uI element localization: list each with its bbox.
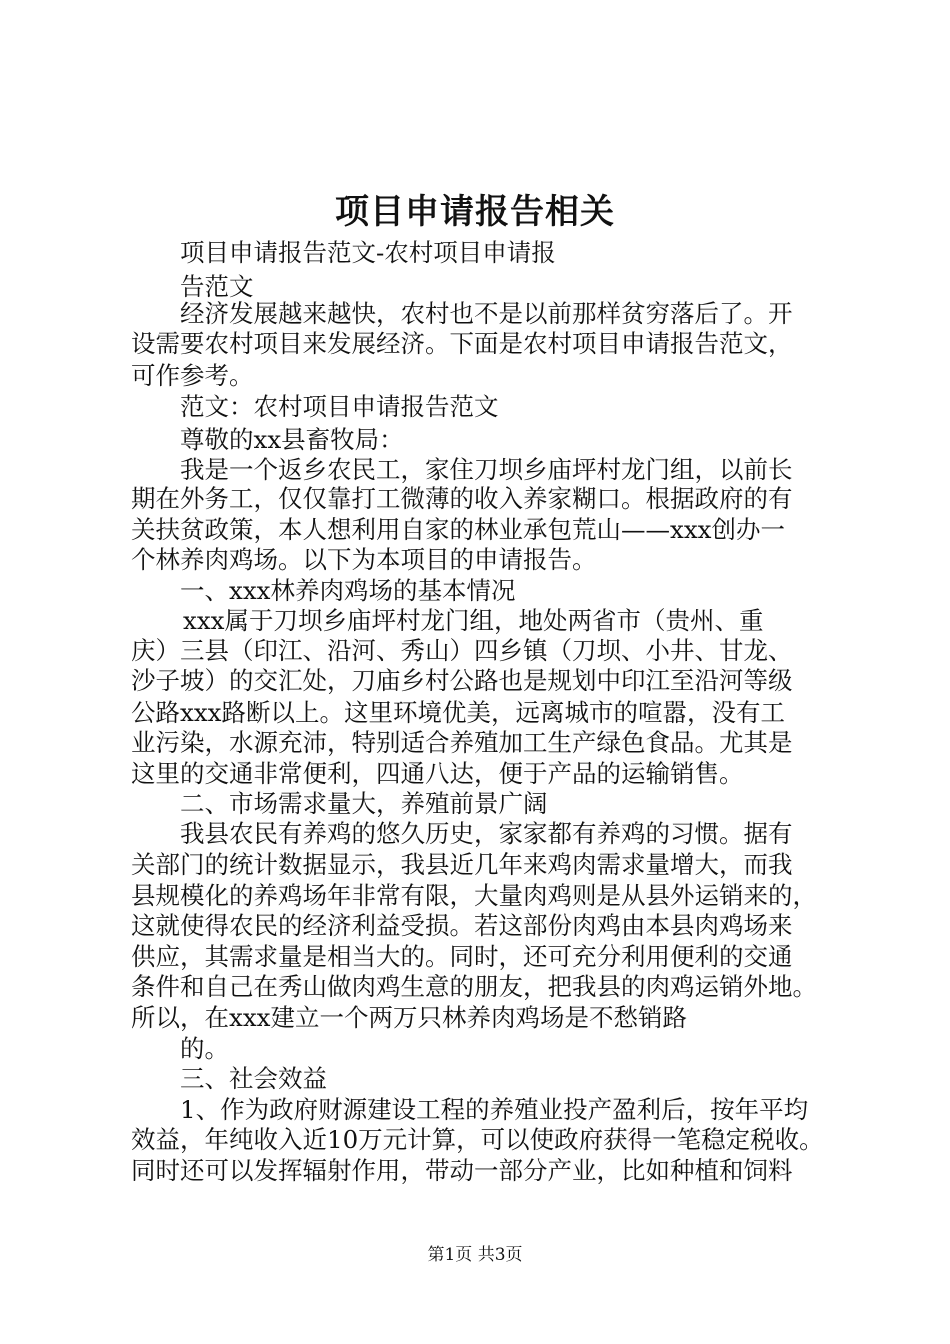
section-heading: 三、社会效益 <box>180 1064 327 1093</box>
text-line: 我县农民有养鸡的悠久历史，家家都有养鸡的习惯。据有 <box>180 819 793 848</box>
text-line: 经济发展越来越快，农村也不是以前那样贫穷落后了。开 <box>180 299 793 328</box>
text-line: 告范文 <box>180 272 254 301</box>
text-line: 同时还可以发挥辐射作用，带动一部分产业，比如种植和饲料 <box>131 1156 793 1185</box>
text-line: 项目申请报告范文-农村项目申请报 <box>180 238 556 267</box>
section-heading: 一、xxx林养肉鸡场的基本情况 <box>180 576 516 605</box>
text-line: 这里的交通非常便利，四通八达，便于产品的运输销售。 <box>131 759 744 788</box>
page-footer: 第1页 共3页 <box>427 1245 523 1265</box>
text-line: 期在外务工，仅仅靠打工微薄的收入养家糊口。根据政府的有 <box>131 484 793 513</box>
text-line: 业污染，水源充沛，特别适合养殖加工生产绿色食品。尤其是 <box>131 728 793 757</box>
text-line: 条件和自己在秀山做肉鸡生意的朋友，把我县的肉鸡运销外地。 <box>131 972 817 1001</box>
text-line: 尊敬的xx县畜牧局： <box>180 425 404 454</box>
text-line: 供应，其需求量是相当大的。同时，还可充分利用便利的交通 <box>131 942 793 971</box>
text-line: 范文：农村项目申请报告范文 <box>180 392 499 421</box>
text-line: 关部门的统计数据显示，我县近几年来鸡肉需求量增大，而我 <box>131 850 793 879</box>
text-line: 的。 <box>180 1034 229 1063</box>
text-line: 所以，在xxx建立一个两万只林养肉鸡场是不愁销路 <box>131 1003 687 1032</box>
text-line: 关扶贫政策，本人想利用自家的林业承包荒山——xxx创办一 <box>131 515 785 544</box>
document-title: 项目申请报告相关 <box>335 192 615 232</box>
text-line: 效益，年纯收入近10万元计算，可以使政府获得一笔稳定税收。 <box>131 1125 824 1154</box>
text-line: 1、作为政府财源建设工程的养殖业投产盈利后，按年平均 <box>180 1095 809 1124</box>
text-line: 可作参考。 <box>131 361 254 390</box>
text-line: 个林养肉鸡场。以下为本项目的申请报告。 <box>131 545 597 574</box>
text-line: 设需要农村项目来发展经济。下面是农村项目申请报告范文， <box>131 329 793 358</box>
section-heading: 二、市场需求量大，养殖前景广阔 <box>180 789 548 818</box>
text-line: 沙子坡）的交汇处，刀庙乡村公路也是规划中印江至沿河等级 <box>131 666 793 695</box>
text-line: xxx属于刀坝乡庙坪村龙门组，地处两省市（贵州、重 <box>183 606 764 635</box>
text-line: 这就使得农民的经济利益受损。若这部份肉鸡由本县肉鸡场来 <box>131 911 793 940</box>
text-line: 我是一个返乡农民工，家住刀坝乡庙坪村龙门组，以前长 <box>180 455 793 484</box>
text-line: 庆）三县（印江、沿河、秀山）四乡镇（刀坝、小井、甘龙、 <box>131 636 793 665</box>
text-line: 县规模化的养鸡场年非常有限，大量肉鸡则是从县外运销来的， <box>131 881 817 910</box>
text-line: 公路xxx路断以上。这里环境优美，远离城市的喧嚣，没有工 <box>131 698 785 727</box>
